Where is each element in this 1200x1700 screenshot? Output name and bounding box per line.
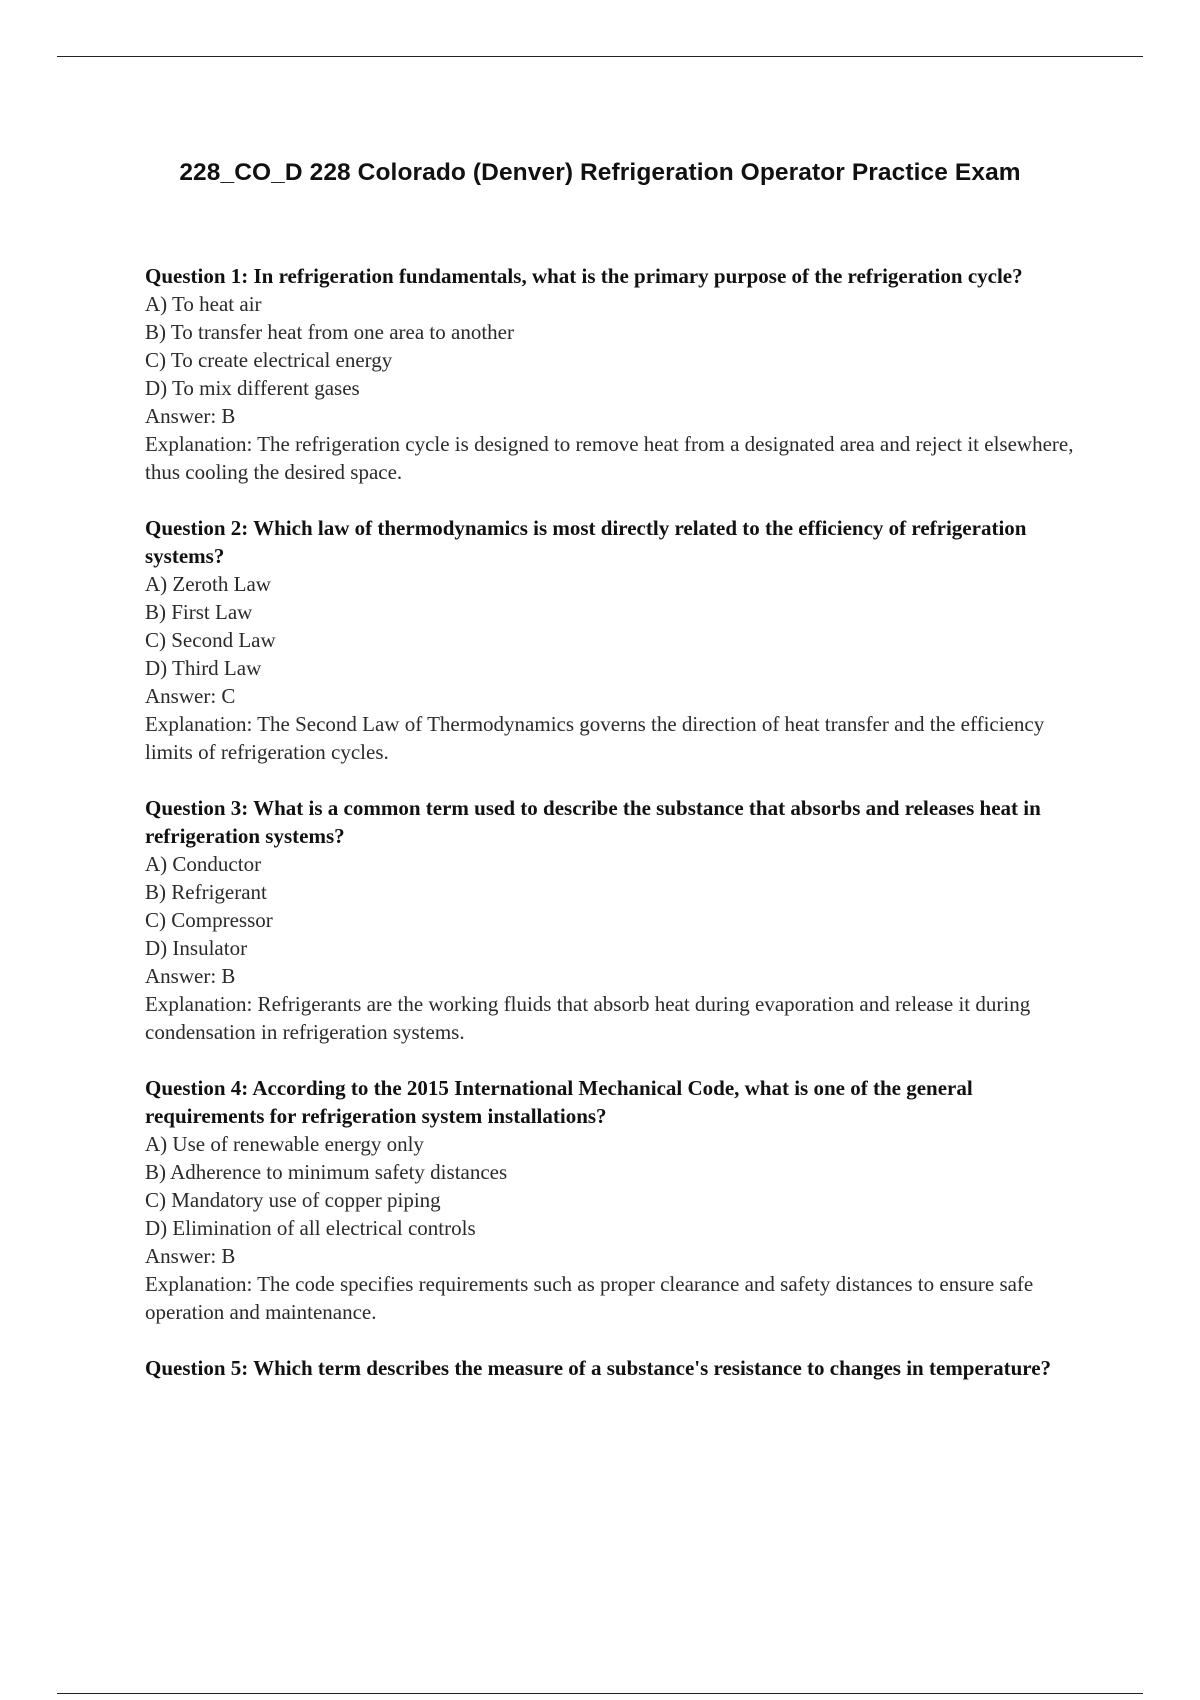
explanation: Explanation: The refrigeration cycle is designed to remove heat from a designated area and reject it elsewhere, thus cooling the desired space.: [145, 432, 1074, 484]
answer: Answer: C: [145, 684, 236, 708]
question-5: [145, 1354, 1095, 1382]
answer: Answer: B: [145, 964, 236, 988]
option-a: A) Conductor: [145, 852, 262, 876]
option-a: A) Use of renewable energy only: [145, 1132, 424, 1156]
explanation: Explanation: The code specifies requirements such as proper clearance and safety distances to ensure safe operation and maintenance.: [145, 1272, 1034, 1324]
option-a: A) To heat air: [145, 292, 262, 316]
question-1: [145, 262, 1095, 486]
option-c: C) Second Law: [145, 628, 276, 652]
option-d: D) Elimination of all electrical controls: [145, 1216, 476, 1240]
question-3: [145, 794, 1095, 1046]
question-2: [145, 514, 1095, 766]
option-c: C) Mandatory use of copper piping: [145, 1188, 441, 1212]
question-text: Question 2: Which law of thermodynamics is most directly related to the efficiency of refrigeration systems?: [145, 516, 1027, 568]
question-text: Question 1: In refrigeration fundamentals, what is the primary purpose of the refrigeration cycle?: [145, 264, 1023, 288]
question-text: Question 5: Which term describes the measure of a substance's resistance to changes in temperature?: [145, 1356, 1052, 1380]
option-b: B) First Law: [145, 600, 253, 624]
bottom-divider: [57, 1693, 1143, 1694]
question-text: Question 4: According to the 2015 International Mechanical Code, what is one of the general requirements for refrigeration system installations?: [145, 1076, 973, 1128]
option-b: B) To transfer heat from one area to another: [145, 320, 514, 344]
option-d: D) Third Law: [145, 656, 262, 680]
question-4: [145, 1074, 1095, 1326]
question-text: Question 3: What is a common term used to describe the substance that absorbs and releases heat in refrigeration systems?: [145, 796, 1041, 848]
option-c: C) To create electrical energy: [145, 348, 393, 372]
explanation: Explanation: The Second Law of Thermodynamics governs the direction of heat transfer and the efficiency limits of refrigeration cycles.: [145, 712, 1045, 764]
document-title: 228_CO_D 228 Colorado (Denver) Refrigeration Operator Practice Exam: [179, 159, 1021, 187]
option-c: C) Compressor: [145, 908, 273, 932]
answer: Answer: B: [145, 404, 236, 428]
option-b: B) Adherence to minimum safety distances: [145, 1160, 508, 1184]
top-divider: [57, 56, 1143, 57]
option-d: D) To mix different gases: [145, 376, 360, 400]
question-list: [145, 262, 1095, 1410]
option-d: D) Insulator: [145, 936, 248, 960]
option-a: A) Zeroth Law: [145, 572, 271, 596]
explanation: Explanation: Refrigerants are the working fluids that absorb heat during evaporation and release it during condensation in refrigeration systems.: [145, 992, 1031, 1044]
answer: Answer: B: [145, 1244, 236, 1268]
option-b: B) Refrigerant: [145, 880, 267, 904]
